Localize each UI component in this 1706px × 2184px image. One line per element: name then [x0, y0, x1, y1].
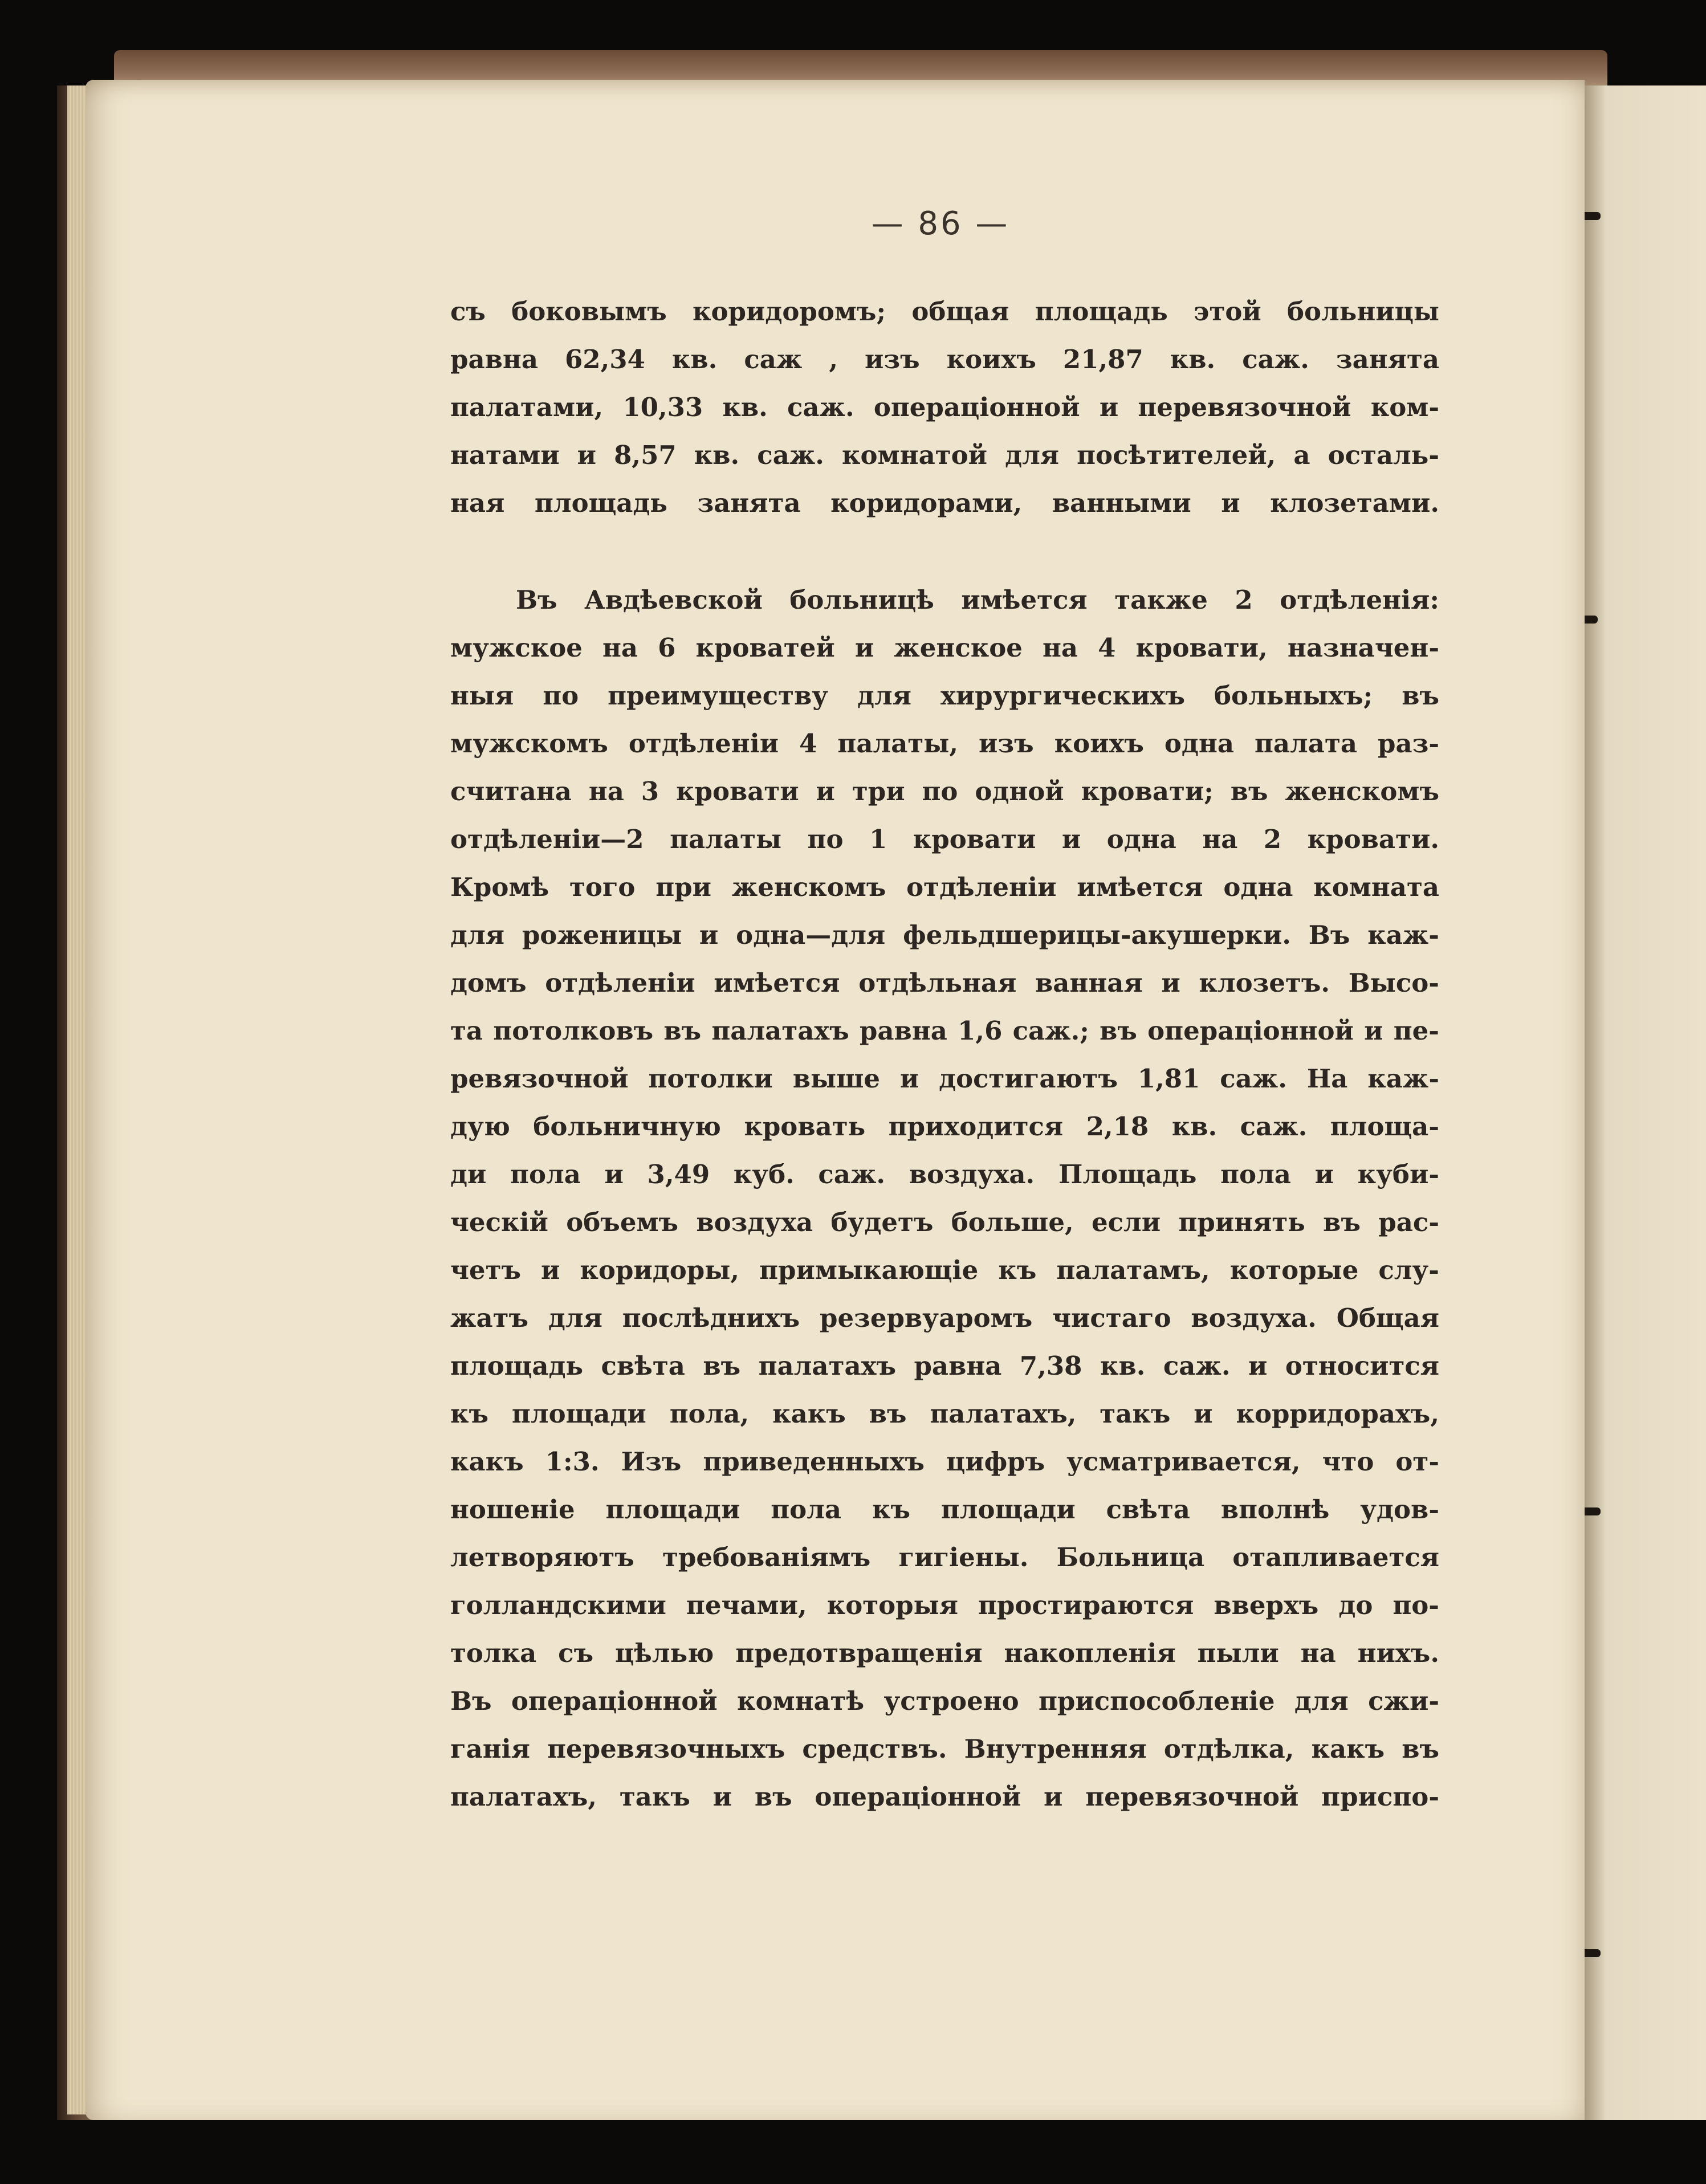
text-line: равна 62,34 кв. саж , изъ коихъ 21,87 кв. саж. занята: [450, 344, 1439, 374]
text-line: ди пола и 3,49 куб. саж. воздуха. Площадь пола и куби-: [450, 1159, 1439, 1189]
text-line: съ боковымъ коридоромъ; общая площадь этой больницы: [450, 296, 1439, 327]
paragraph-2: [450, 576, 1439, 1821]
text-line: ношеніе площади пола къ площади свѣта вполнѣ удов-: [450, 1494, 1439, 1525]
text-line: четъ и коридоры, примыкающіе къ палатамъ, которые слу-: [450, 1255, 1439, 1285]
page-number: — 86 —: [871, 205, 1010, 242]
text-line: ганія перевязочныхъ средствъ. Внутренняя отдѣлка, какъ въ: [450, 1734, 1439, 1764]
text-line: та потолковъ въ палатахъ равна 1,6 саж.; въ операціонной и пе-: [450, 1016, 1439, 1046]
text-line: мужскомъ отдѣленіи 4 палаты, изъ коихъ одна палата раз-: [450, 728, 1439, 759]
page-body-text: [450, 288, 1439, 1821]
text-line: Въ операціонной комнатѣ устроено приспособленіе для сжи-: [450, 1686, 1439, 1716]
text-line: натами и 8,57 кв. саж. комнатой для посѣтителей, а осталь-: [450, 440, 1439, 470]
text-line: Въ Авдѣевской больницѣ имѣется также 2 отдѣленія:: [516, 585, 1439, 615]
text-line: жатъ для послѣднихъ резервуаромъ чистаго воздуха. Общая: [450, 1303, 1439, 1333]
text-line: какъ 1:3. Изъ приведенныхъ цифръ усматривается, что от-: [450, 1447, 1439, 1477]
paragraph-spacer: [450, 527, 1439, 576]
text-line: палатами, 10,33 кв. саж. операціонной и перевязочной ком-: [450, 392, 1439, 422]
text-line: голландскими печами, которыя простираются вверхъ до по-: [450, 1590, 1439, 1620]
text-line: ревязочной потолки выше и достигаютъ 1,81 саж. На каж-: [450, 1064, 1439, 1094]
paragraph-1: [450, 288, 1439, 527]
text-line: отдѣленіи—2 палаты по 1 кровати и одна на 2 кровати.: [450, 824, 1439, 854]
text-line: ческій объемъ воздуха будетъ больше, если принять въ рас-: [450, 1207, 1439, 1237]
text-line: дую больничную кровать приходится 2,18 кв. саж. площа-: [450, 1111, 1439, 1142]
text-line: мужское на 6 кроватей и женское на 4 кровати, назначен-: [450, 633, 1439, 663]
text-line: ная площадь занята коридорами, ванными и клозетами.: [450, 488, 1439, 518]
facing-page-edge: [1585, 85, 1706, 2120]
text-line: площадь свѣта въ палатахъ равна 7,38 кв. саж. и относится: [450, 1351, 1439, 1381]
text-line: ныя по преимуществу для хирургическихъ больныхъ; въ: [450, 681, 1439, 711]
text-line: къ площади пола, какъ въ палатахъ, такъ и корридорахъ,: [450, 1399, 1439, 1429]
text-line: Кромѣ того при женскомъ отдѣленіи имѣется одна комната: [450, 872, 1439, 902]
text-line: летворяютъ требованіямъ гигіены. Больница отапливается: [450, 1542, 1439, 1572]
text-line: для роженицы и одна—для фельдшерицы-акушерки. Въ каж-: [450, 920, 1439, 950]
text-line: считана на 3 кровати и три по одной кровати; въ женскомъ: [450, 776, 1439, 806]
text-line: палатахъ, такъ и въ операціонной и перевязочной приспо-: [450, 1782, 1439, 1812]
text-line: толка съ цѣлью предотвращенія накопленія пыли на нихъ.: [450, 1638, 1439, 1668]
text-line: домъ отдѣленіи имѣется отдѣльная ванная и клозетъ. Высо-: [450, 968, 1439, 998]
